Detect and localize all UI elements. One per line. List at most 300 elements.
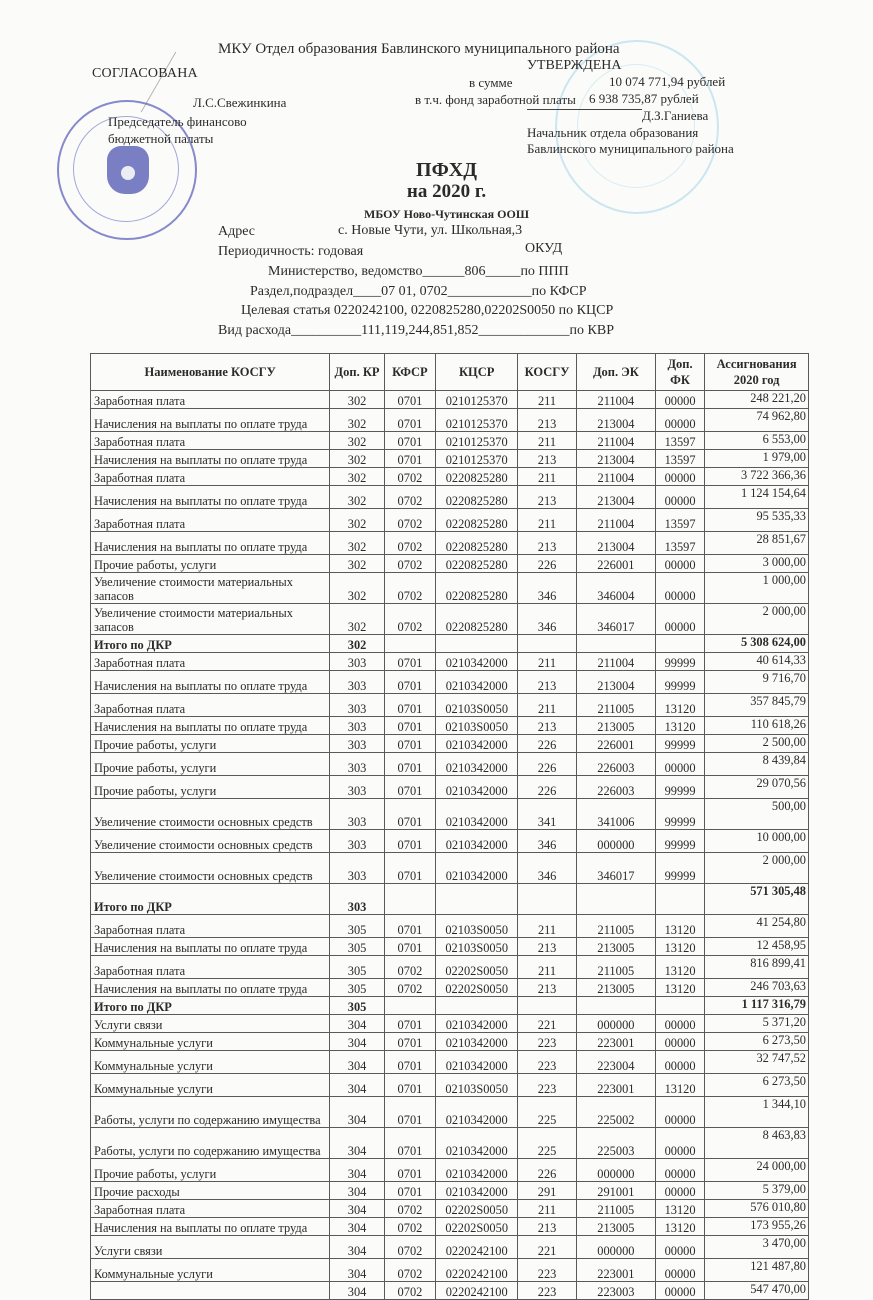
row-dop-kr: 302: [330, 635, 384, 653]
agreed-position-line2: бюджетной палаты: [108, 131, 214, 146]
row-kcsr: 0220825280: [436, 573, 518, 604]
row-name: Заработная плата: [91, 1200, 330, 1218]
row-dop-kr: 304: [330, 1159, 384, 1182]
row-dop-ek: [576, 635, 655, 653]
row-dop-fk: 00000: [655, 468, 704, 486]
row-kfsr: 0702: [384, 532, 435, 555]
row-amount: 28 851,67: [705, 532, 809, 555]
row-name: Начисления на выплаты по оплате труда: [91, 979, 330, 997]
row-kosgu: [518, 635, 577, 653]
row-kcsr: 0220825280: [436, 486, 518, 509]
row-name: Заработная плата: [91, 391, 330, 409]
table-row: [91, 1182, 809, 1200]
row-dop-kr: 305: [330, 979, 384, 997]
row-dop-fk: 00000: [655, 1051, 704, 1074]
address-label: Адрес: [218, 224, 256, 239]
row-name: Прочие работы, услуги: [91, 555, 330, 573]
table-row: [91, 853, 809, 884]
row-kfsr: 0702: [384, 979, 435, 997]
row-kosgu: 225: [518, 1128, 577, 1159]
table-row: [91, 735, 809, 753]
table-row: [91, 799, 809, 830]
row-amount: 32 747,52: [705, 1051, 809, 1074]
row-name: Прочие расходы: [91, 1182, 330, 1200]
row-kcsr: 0210342000: [436, 735, 518, 753]
row-dop-fk: [655, 635, 704, 653]
row-name: Заработная плата: [91, 468, 330, 486]
column-header-kcsr: КЦСР: [436, 354, 518, 391]
row-kfsr: 0702: [384, 1218, 435, 1236]
row-dop-kr: 302: [330, 532, 384, 555]
row-name: Прочие работы, услуги: [91, 776, 330, 799]
row-dop-kr: 303: [330, 799, 384, 830]
row-kfsr: 0701: [384, 753, 435, 776]
table-row: [91, 532, 809, 555]
column-header-fk: Доп. ФК: [655, 354, 704, 391]
row-dop-fk: 13120: [655, 979, 704, 997]
row-kosgu: 211: [518, 694, 577, 717]
row-amount: 74 962,80: [705, 409, 809, 432]
row-kfsr: 0701: [384, 1015, 435, 1033]
total-row: [91, 884, 809, 915]
row-kfsr: 0701: [384, 1051, 435, 1074]
row-amount: 3 000,00: [705, 555, 809, 573]
row-kosgu: 211: [518, 391, 577, 409]
row-amount: 1 344,10: [705, 1097, 809, 1128]
table-row: [91, 555, 809, 573]
row-dop-ek: 211005: [576, 956, 655, 979]
table-row: [91, 432, 809, 450]
row-name: Прочие работы, услуги: [91, 753, 330, 776]
table-row: [91, 468, 809, 486]
row-kcsr: 0220242100: [436, 1259, 518, 1282]
row-dop-ek: 225003: [576, 1128, 655, 1159]
row-name: Услуги связи: [91, 1236, 330, 1259]
row-kosgu: 226: [518, 1159, 577, 1182]
row-amount: 5 371,20: [705, 1015, 809, 1033]
row-dop-kr: 303: [330, 717, 384, 735]
row-kcsr: [436, 884, 518, 915]
row-kcsr: 02103S0050: [436, 915, 518, 938]
row-name: Увеличение стоимости материальных запасов: [91, 604, 330, 635]
row-kcsr: 0210342000: [436, 1097, 518, 1128]
table-row: [91, 653, 809, 671]
row-amount: 2 500,00: [705, 735, 809, 753]
row-dop-ek: 226003: [576, 776, 655, 799]
row-kfsr: 0702: [384, 1200, 435, 1218]
row-amount: 110 618,26: [705, 717, 809, 735]
table-row: [91, 979, 809, 997]
row-kfsr: 0702: [384, 1236, 435, 1259]
row-kcsr: 0210342000: [436, 1128, 518, 1159]
row-amount: 248 221,20: [705, 391, 809, 409]
row-amount: 2 000,00: [705, 604, 809, 635]
column-header-kosgu: КОСГУ: [518, 354, 577, 391]
row-dop-kr: 304: [330, 1259, 384, 1282]
row-amount: 5 379,00: [705, 1182, 809, 1200]
row-kosgu: 213: [518, 1218, 577, 1236]
row-dop-kr: 303: [330, 653, 384, 671]
row-kfsr: 0701: [384, 915, 435, 938]
row-name: Коммунальные услуги: [91, 1033, 330, 1051]
row-kcsr: 0220825280: [436, 468, 518, 486]
table-row: [91, 1051, 809, 1074]
row-dop-ek: 226003: [576, 753, 655, 776]
row-amount: 8 439,84: [705, 753, 809, 776]
row-kcsr: 02103S0050: [436, 1074, 518, 1097]
row-dop-fk: 13597: [655, 532, 704, 555]
row-dop-kr: 304: [330, 1182, 384, 1200]
row-dop-fk: 00000: [655, 604, 704, 635]
row-amount: 246 703,63: [705, 979, 809, 997]
row-name: Итого по ДКР: [91, 997, 330, 1015]
row-dop-fk: 00000: [655, 753, 704, 776]
row-kosgu: 346: [518, 573, 577, 604]
row-dop-fk: 13120: [655, 938, 704, 956]
target-article-line: Целевая статья 0220242100, 0220825280,02202S0050 по КЦСР: [241, 303, 614, 318]
row-amount: 121 487,80: [705, 1259, 809, 1282]
agreed-label: СОГЛАСОВАНА: [92, 66, 198, 81]
row-dop-fk: 99999: [655, 735, 704, 753]
section-line: Раздел,подраздел____07 01, 0702____________по КФСР: [250, 284, 587, 299]
row-kcsr: 0220825280: [436, 509, 518, 532]
row-name: Увеличение стоимости основных средств: [91, 830, 330, 853]
table-row: [91, 391, 809, 409]
column-header-amount: Ассигнования 2020 год: [705, 354, 809, 391]
okud-label: ОКУД: [525, 241, 563, 256]
row-kcsr: 0210342000: [436, 1033, 518, 1051]
row-amount: 1 124 154,64: [705, 486, 809, 509]
row-dop-ek: 223003: [576, 1282, 655, 1300]
table-row: [91, 1236, 809, 1259]
row-kosgu: 211: [518, 653, 577, 671]
row-kosgu: 213: [518, 938, 577, 956]
document-year: на 2020 г.: [406, 181, 487, 202]
row-amount: 816 899,41: [705, 956, 809, 979]
row-amount: 6 273,50: [705, 1033, 809, 1051]
row-name: Начисления на выплаты по оплате труда: [91, 486, 330, 509]
row-dop-ek: 213004: [576, 532, 655, 555]
row-kosgu: 213: [518, 717, 577, 735]
row-dop-kr: 303: [330, 776, 384, 799]
approver-position-line1: Начальник отдела образования: [527, 125, 699, 140]
row-kcsr: 0210125370: [436, 391, 518, 409]
row-dop-fk: 00000: [655, 409, 704, 432]
row-kcsr: 0210342000: [436, 776, 518, 799]
row-kosgu: 223: [518, 1033, 577, 1051]
row-name: Итого по ДКР: [91, 635, 330, 653]
row-dop-kr: 302: [330, 409, 384, 432]
row-kosgu: 346: [518, 604, 577, 635]
row-amount: 6 553,00: [705, 432, 809, 450]
row-dop-ek: 213004: [576, 409, 655, 432]
row-dop-kr: 304: [330, 1200, 384, 1218]
row-kcsr: 0220242100: [436, 1282, 518, 1300]
row-dop-fk: 00000: [655, 1282, 704, 1300]
row-dop-fk: [655, 884, 704, 915]
row-dop-fk: 00000: [655, 555, 704, 573]
row-dop-kr: 304: [330, 1128, 384, 1159]
row-kosgu: 211: [518, 509, 577, 532]
document-title: ПФХД: [416, 159, 477, 181]
row-kfsr: 0701: [384, 938, 435, 956]
table-row: [91, 830, 809, 853]
row-dop-kr: 302: [330, 450, 384, 468]
row-dop-kr: 303: [330, 753, 384, 776]
table-row: [91, 776, 809, 799]
row-name: Коммунальные услуги: [91, 1259, 330, 1282]
row-dop-ek: 225002: [576, 1097, 655, 1128]
table-row: [91, 1074, 809, 1097]
row-dop-kr: 305: [330, 956, 384, 979]
row-kfsr: 0701: [384, 1159, 435, 1182]
row-amount: 5 308 624,00: [705, 635, 809, 653]
row-kcsr: 0210342000: [436, 1051, 518, 1074]
row-dop-fk: 99999: [655, 671, 704, 694]
row-kcsr: 02103S0050: [436, 938, 518, 956]
row-kcsr: 0220825280: [436, 604, 518, 635]
table-row: [91, 509, 809, 532]
row-name: Увеличение стоимости основных средств: [91, 853, 330, 884]
row-dop-ek: 213005: [576, 938, 655, 956]
row-kosgu: 213: [518, 532, 577, 555]
row-dop-fk: 13120: [655, 694, 704, 717]
row-dop-fk: [655, 997, 704, 1015]
row-dop-ek: 291001: [576, 1182, 655, 1200]
row-amount: 29 070,56: [705, 776, 809, 799]
row-kfsr: 0702: [384, 956, 435, 979]
row-kfsr: 0701: [384, 694, 435, 717]
row-dop-kr: 305: [330, 938, 384, 956]
row-dop-fk: 99999: [655, 799, 704, 830]
row-name: Коммунальные услуги: [91, 1051, 330, 1074]
approved-label: УТВЕРЖДЕНА: [527, 58, 622, 73]
table-row: [91, 1097, 809, 1128]
row-kosgu: 226: [518, 776, 577, 799]
row-name: Заработная плата: [91, 694, 330, 717]
row-dop-ek: 211005: [576, 694, 655, 717]
row-kfsr: 0701: [384, 776, 435, 799]
row-amount: 576 010,80: [705, 1200, 809, 1218]
row-dop-kr: 304: [330, 1033, 384, 1051]
row-kosgu: 346: [518, 853, 577, 884]
row-dop-fk: 00000: [655, 486, 704, 509]
row-name: Начисления на выплаты по оплате труда: [91, 717, 330, 735]
column-header-kfsr: КФСР: [384, 354, 435, 391]
institution-name: МБОУ Ново-Чутинская ООШ: [364, 207, 529, 221]
row-kosgu: 211: [518, 956, 577, 979]
ministry-line: Министерство, ведомство______806_____по ППП: [268, 264, 569, 279]
row-amount: 3 722 366,36: [705, 468, 809, 486]
row-name: Заработная плата: [91, 509, 330, 532]
row-name: Работы, услуги по содержанию имущества: [91, 1128, 330, 1159]
row-dop-fk: 13120: [655, 915, 704, 938]
row-amount: 571 305,48: [705, 884, 809, 915]
table-row: [91, 1128, 809, 1159]
table-row: [91, 486, 809, 509]
row-kosgu: 223: [518, 1282, 577, 1300]
row-kosgu: 226: [518, 555, 577, 573]
row-dop-ek: 211004: [576, 391, 655, 409]
row-amount: 1 117 316,79: [705, 997, 809, 1015]
row-dop-ek: 211004: [576, 509, 655, 532]
row-dop-kr: 303: [330, 853, 384, 884]
table-row: [91, 956, 809, 979]
row-kfsr: 0701: [384, 717, 435, 735]
row-kosgu: 211: [518, 1200, 577, 1218]
row-kcsr: 0210125370: [436, 432, 518, 450]
periodicity: Периодичность: годовая: [218, 244, 364, 259]
wage-fund-value: 6 938 735,87 рублей: [589, 91, 699, 106]
row-kosgu: 221: [518, 1015, 577, 1033]
row-dop-fk: 00000: [655, 1259, 704, 1282]
row-dop-kr: 304: [330, 1218, 384, 1236]
organization-name: МКУ Отдел образования Бавлинского муниципального района: [218, 41, 620, 57]
row-kfsr: 0701: [384, 432, 435, 450]
row-dop-ek: 000000: [576, 1015, 655, 1033]
row-kcsr: 02202S0050: [436, 1218, 518, 1236]
row-dop-fk: 99999: [655, 853, 704, 884]
table-row: [91, 1259, 809, 1282]
row-dop-fk: 00000: [655, 1097, 704, 1128]
row-name: Заработная плата: [91, 915, 330, 938]
row-amount: 8 463,83: [705, 1128, 809, 1159]
row-dop-kr: 302: [330, 604, 384, 635]
row-dop-fk: 99999: [655, 653, 704, 671]
row-kosgu: [518, 997, 577, 1015]
row-name: Начисления на выплаты по оплате труда: [91, 532, 330, 555]
row-kfsr: 0701: [384, 830, 435, 853]
row-kfsr: 0702: [384, 486, 435, 509]
row-kcsr: 0210342000: [436, 853, 518, 884]
row-amount: 1 000,00: [705, 573, 809, 604]
row-dop-fk: 99999: [655, 776, 704, 799]
table-row: [91, 573, 809, 604]
row-kfsr: 0701: [384, 853, 435, 884]
row-dop-fk: 00000: [655, 1159, 704, 1182]
row-amount: 10 000,00: [705, 830, 809, 853]
row-kosgu: 211: [518, 915, 577, 938]
row-kfsr: [384, 997, 435, 1015]
row-kcsr: [436, 635, 518, 653]
row-kcsr: 0210342000: [436, 753, 518, 776]
table-row: [91, 938, 809, 956]
row-name: Итого по ДКР: [91, 884, 330, 915]
agreed-position-line1: Председатель финансово: [108, 114, 247, 129]
row-kcsr: 0210342000: [436, 653, 518, 671]
row-dop-fk: 99999: [655, 830, 704, 853]
row-name: Заработная плата: [91, 432, 330, 450]
row-kosgu: 213: [518, 671, 577, 694]
row-dop-ek: 000000: [576, 1159, 655, 1182]
row-dop-fk: 13597: [655, 432, 704, 450]
row-kfsr: 0702: [384, 1259, 435, 1282]
row-kfsr: 0701: [384, 1033, 435, 1051]
budget-table: [90, 353, 809, 1300]
row-dop-ek: 213005: [576, 979, 655, 997]
row-name: Начисления на выплаты по оплате труда: [91, 409, 330, 432]
row-kosgu: 291: [518, 1182, 577, 1200]
table-row: [91, 694, 809, 717]
row-dop-fk: 13120: [655, 1200, 704, 1218]
table-row: [91, 1033, 809, 1051]
row-kfsr: 0702: [384, 1282, 435, 1300]
row-dop-fk: 13120: [655, 956, 704, 979]
row-dop-kr: 302: [330, 486, 384, 509]
row-name: Начисления на выплаты по оплате труда: [91, 671, 330, 694]
row-kfsr: 0701: [384, 1074, 435, 1097]
row-dop-ek: 346017: [576, 604, 655, 635]
row-dop-ek: 000000: [576, 830, 655, 853]
row-kcsr: 0220825280: [436, 555, 518, 573]
row-dop-kr: 302: [330, 555, 384, 573]
row-amount: 9 716,70: [705, 671, 809, 694]
row-kcsr: 02202S0050: [436, 1200, 518, 1218]
row-name: Начисления на выплаты по оплате труда: [91, 938, 330, 956]
table-row: [91, 604, 809, 635]
row-dop-kr: 302: [330, 509, 384, 532]
table-row: [91, 450, 809, 468]
row-dop-kr: 305: [330, 915, 384, 938]
row-dop-fk: 00000: [655, 1182, 704, 1200]
row-dop-fk: 13120: [655, 1218, 704, 1236]
row-kcsr: [436, 997, 518, 1015]
row-dop-ek: 213004: [576, 486, 655, 509]
row-kfsr: 0701: [384, 653, 435, 671]
row-dop-kr: 305: [330, 997, 384, 1015]
row-dop-kr: 302: [330, 468, 384, 486]
wage-fund-label: в т.ч. фонд заработной платы: [415, 92, 576, 107]
row-dop-fk: 00000: [655, 391, 704, 409]
row-kosgu: 226: [518, 753, 577, 776]
row-kfsr: 0701: [384, 409, 435, 432]
row-amount: 500,00: [705, 799, 809, 830]
row-dop-kr: 302: [330, 432, 384, 450]
row-dop-kr: 302: [330, 391, 384, 409]
row-dop-kr: 304: [330, 1051, 384, 1074]
row-kosgu: [518, 884, 577, 915]
approver-name: Д.З.Ганиева: [642, 108, 709, 123]
row-kfsr: 0702: [384, 573, 435, 604]
row-kcsr: 02202S0050: [436, 956, 518, 979]
row-kfsr: 0701: [384, 799, 435, 830]
row-kfsr: 0701: [384, 671, 435, 694]
row-dop-ek: 213005: [576, 717, 655, 735]
row-kosgu: 341: [518, 799, 577, 830]
row-kosgu: 213: [518, 409, 577, 432]
row-kfsr: 0701: [384, 1097, 435, 1128]
row-dop-fk: 00000: [655, 1128, 704, 1159]
row-dop-ek: 223001: [576, 1259, 655, 1282]
row-dop-ek: 000000: [576, 1236, 655, 1259]
row-dop-fk: 13120: [655, 1074, 704, 1097]
row-dop-ek: 213005: [576, 1218, 655, 1236]
row-amount: 12 458,95: [705, 938, 809, 956]
row-dop-ek: [576, 997, 655, 1015]
column-header-ek: Доп. ЭК: [576, 354, 655, 391]
table-row: [91, 717, 809, 735]
row-dop-ek: 226001: [576, 735, 655, 753]
row-kfsr: 0702: [384, 555, 435, 573]
row-kfsr: 0702: [384, 509, 435, 532]
table-row: [91, 1200, 809, 1218]
row-kosgu: 211: [518, 432, 577, 450]
row-amount: 357 845,79: [705, 694, 809, 717]
row-amount: 3 470,00: [705, 1236, 809, 1259]
row-dop-kr: 304: [330, 1097, 384, 1128]
row-name: Коммунальные услуги: [91, 1074, 330, 1097]
row-dop-ek: 211005: [576, 915, 655, 938]
